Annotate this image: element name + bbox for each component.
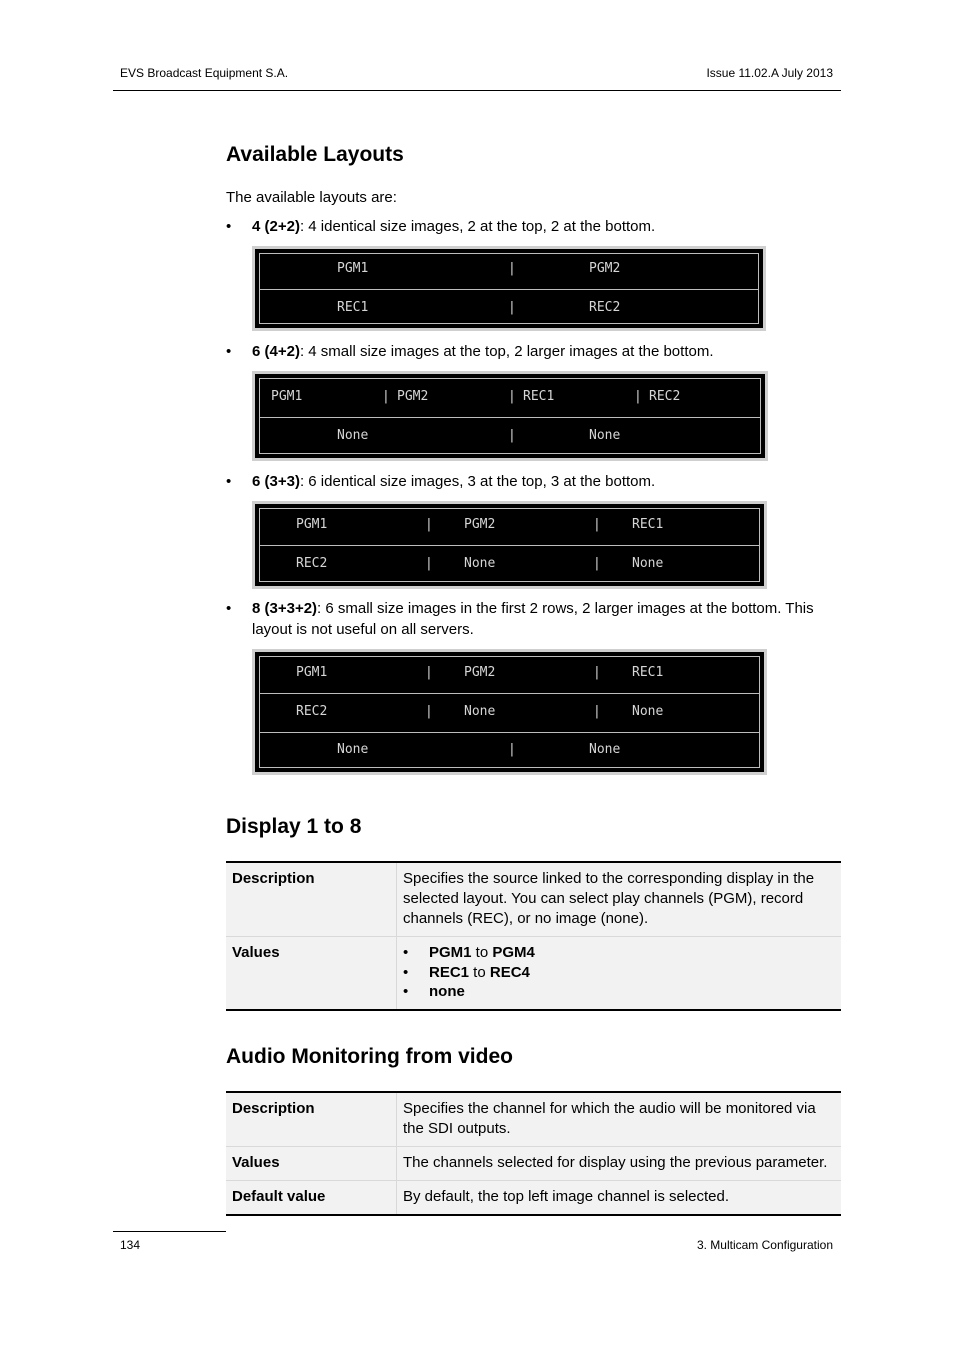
row-value: Specifies the source linked to the corresponding display in the selected layout. You can select play channels (PGM), record channels (REC), or no image (none). bbox=[397, 862, 842, 937]
display-cell: None bbox=[464, 704, 496, 719]
display-cell: REC2 bbox=[296, 556, 328, 571]
layout-name: 6 (3+3) bbox=[252, 473, 300, 490]
layout-desc: : 4 small size images at the top, 2 larger images at the bottom. bbox=[299, 343, 714, 360]
display-cell: PGM1 bbox=[296, 517, 328, 532]
layout-screen-4-2-2: PGM1 | PGM2 REC1 | REC2 bbox=[252, 246, 766, 331]
table-row bbox=[226, 1147, 841, 1181]
row-value: Specifies the channel for which the audio will be monitored via the SDI outputs. bbox=[397, 1092, 842, 1147]
audio-param-table bbox=[226, 1091, 841, 1216]
display-cell: REC2 bbox=[649, 389, 681, 404]
display-cell: PGM1 bbox=[271, 389, 303, 404]
display-cell: PGM2 bbox=[464, 665, 496, 680]
page-number: 134 bbox=[120, 1238, 141, 1252]
display-cell: REC1 bbox=[523, 389, 555, 404]
list-item: • PGM1 to PGM4 bbox=[403, 943, 835, 963]
section-title-display: Display 1 to 8 bbox=[226, 815, 362, 838]
display-cell: PGM2 bbox=[589, 261, 621, 276]
row-label: Default value bbox=[226, 1181, 397, 1216]
display-cell: REC2 bbox=[296, 704, 328, 719]
layout-screen-6-3-3: PGM1 | PGM2 | REC1 REC2 | None | None bbox=[252, 501, 767, 589]
layouts-intro: The available layouts are: bbox=[226, 189, 397, 206]
display-cell: None bbox=[464, 556, 496, 571]
row-value: The channels selected for display using the previous parameter. bbox=[397, 1147, 842, 1181]
layout-desc: : 4 identical size images, 2 at the top, 2 at the bottom. bbox=[299, 218, 656, 235]
layout-desc: : 6 identical size images, 3 at the top, 3 at the bottom. bbox=[299, 473, 656, 490]
row-label: Description bbox=[226, 1092, 397, 1147]
display-cell: None bbox=[632, 704, 664, 719]
row-value bbox=[397, 937, 842, 1010]
display-cell: PGM1 bbox=[296, 665, 328, 680]
section-title-available-layouts: Available Layouts bbox=[226, 143, 404, 166]
section-title-audio-monitoring: Audio Monitoring from video bbox=[226, 1045, 513, 1068]
list-item: • REC1 to REC4 bbox=[403, 963, 835, 983]
row-label: Description bbox=[226, 862, 397, 937]
display-cell: None bbox=[632, 556, 664, 571]
display-cell: PGM2 bbox=[397, 389, 429, 404]
layout-name: 6 (4+2) bbox=[252, 343, 300, 360]
display-cell: REC2 bbox=[589, 300, 621, 315]
table-row bbox=[226, 862, 841, 937]
row-label: Values bbox=[226, 1147, 397, 1181]
table-row bbox=[226, 1181, 841, 1216]
list-item: • none bbox=[403, 982, 835, 1002]
layout-screen-8-3-3-2: PGM1 | PGM2 | REC1 REC2 | None | None None | None bbox=[252, 649, 767, 775]
display-cell: None bbox=[337, 742, 369, 757]
display-cell: None bbox=[589, 428, 621, 443]
display-cell: REC1 bbox=[632, 665, 664, 680]
display-param-table bbox=[226, 861, 841, 1011]
header-issue: Issue 11.02.A July 2013 bbox=[706, 66, 833, 80]
layout-name: 8 (3+3+2) bbox=[252, 600, 318, 617]
layout-screen-6-4-2: PGM1 | PGM2 | REC1 | REC2 None | None bbox=[252, 371, 768, 461]
display-cell: REC1 bbox=[632, 517, 664, 532]
values-list bbox=[403, 943, 835, 1002]
table-row bbox=[226, 1092, 841, 1147]
display-cell: REC1 bbox=[337, 300, 369, 315]
header-rule bbox=[113, 90, 841, 91]
header-company: EVS Broadcast Equipment S.A. bbox=[120, 66, 289, 80]
display-cell: PGM2 bbox=[464, 517, 496, 532]
layout-name: 4 (2+2) bbox=[252, 218, 300, 235]
row-value: By default, the top left image channel is selected. bbox=[397, 1181, 842, 1216]
table-row bbox=[226, 937, 841, 1010]
display-cell: PGM1 bbox=[337, 261, 369, 276]
footer-rule bbox=[113, 1231, 226, 1232]
display-cell: None bbox=[337, 428, 369, 443]
display-cell: None bbox=[589, 742, 621, 757]
chapter-name: 3. Multicam Configuration bbox=[696, 1238, 833, 1252]
layout-desc: : 6 small size images in the first 2 rows, 2 larger images at the bottom. This layout is not useful on all servers. bbox=[252, 600, 814, 638]
row-label: Values bbox=[226, 937, 397, 1010]
